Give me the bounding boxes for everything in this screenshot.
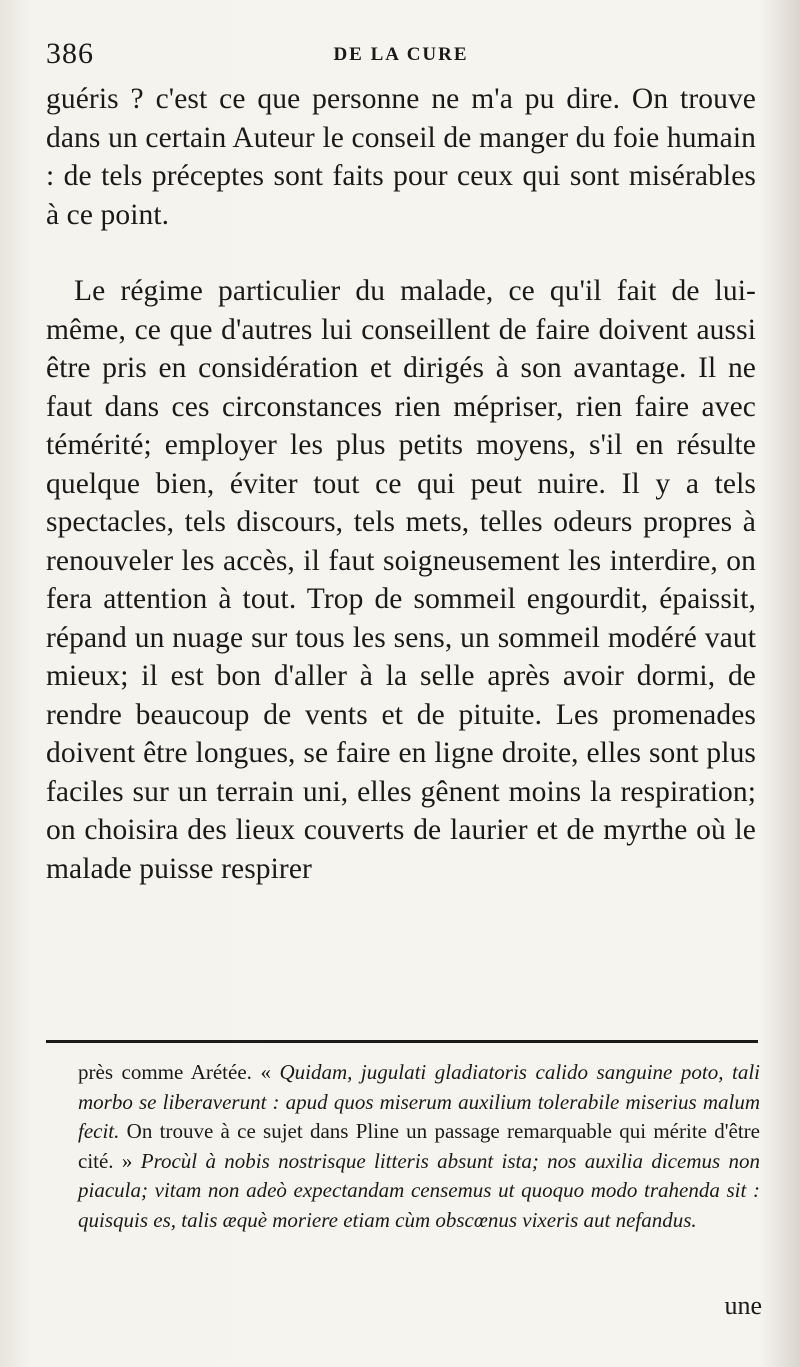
paragraph: guéris ? c'est ce que personne ne m'a pu dire. On trouve dans un certain Auteur le conseil de manger du foie humain : de tels préceptes sont faits pour ceux qui sont misérables à ce point.: [46, 83, 756, 231]
footnote-quote-latin: Quidam, jugulati gladiatoris calido sanguine poto, tali morbo se liberaverunt : apud quos miserum auxilium tolerabile miserius malum fecit.: [78, 1060, 760, 1143]
footnote-quote-latin: Procùl à nobis nostrisque litteris absunt ista; nos auxilia dicemus non piacula; vitam non adeò expectandam censemus ut quoquo modo trahenda sit : quisquis es, talis æquè moriere etiam cùm obscœnus vixeris aut nefandus.: [78, 1148, 761, 1232]
page-number: 386: [46, 37, 94, 70]
main-text: [46, 80, 756, 888]
running-head: DE LA CURE: [333, 44, 469, 65]
footnote-segment: On trouve à ce sujet dans Pline un passage remarquable qui mérite d'être cité. »: [78, 1119, 760, 1173]
footnote-text: [78, 1058, 760, 1235]
footnote-rule: [46, 1040, 758, 1043]
catchword: une: [724, 1291, 762, 1320]
footnote-segment: près comme Arétée. «: [78, 1060, 280, 1084]
page-header: [46, 34, 756, 74]
footnote: [78, 1058, 760, 1235]
paragraph: Le régime particulier du malade, ce qu'il fait de lui-même, ce que d'autres lui conseillent de faire doivent aussi être pris en considération et dirigés à son avantage. Il ne faut dans ces circonstances rien mépriser, rien faire avec témérité; employer les plus petits moyens, s'il en résulte quelque bien, éviter tout ce qui peut nuire. Il y a tels spectacles, tels discours, tels mets, telles odeurs propres à renouveler les accès, il faut soigneusement les interdire, on fera attention à tout. Trop de sommeil engourdit, épaissit, répand un nuage sur tous les sens, un sommeil modéré vaut mieux; il est bon d'aller à la selle après avoir dormi, de rendre beaucoup de vents et de pituite. Les promenades doivent être longues, se faire en ligne droite, elles sont plus faciles sur un terrain uni, elles gênent moins la respiration; on choisira des lieux couverts de laurier et de myrthe où le malade puisse respirer: [46, 275, 756, 885]
